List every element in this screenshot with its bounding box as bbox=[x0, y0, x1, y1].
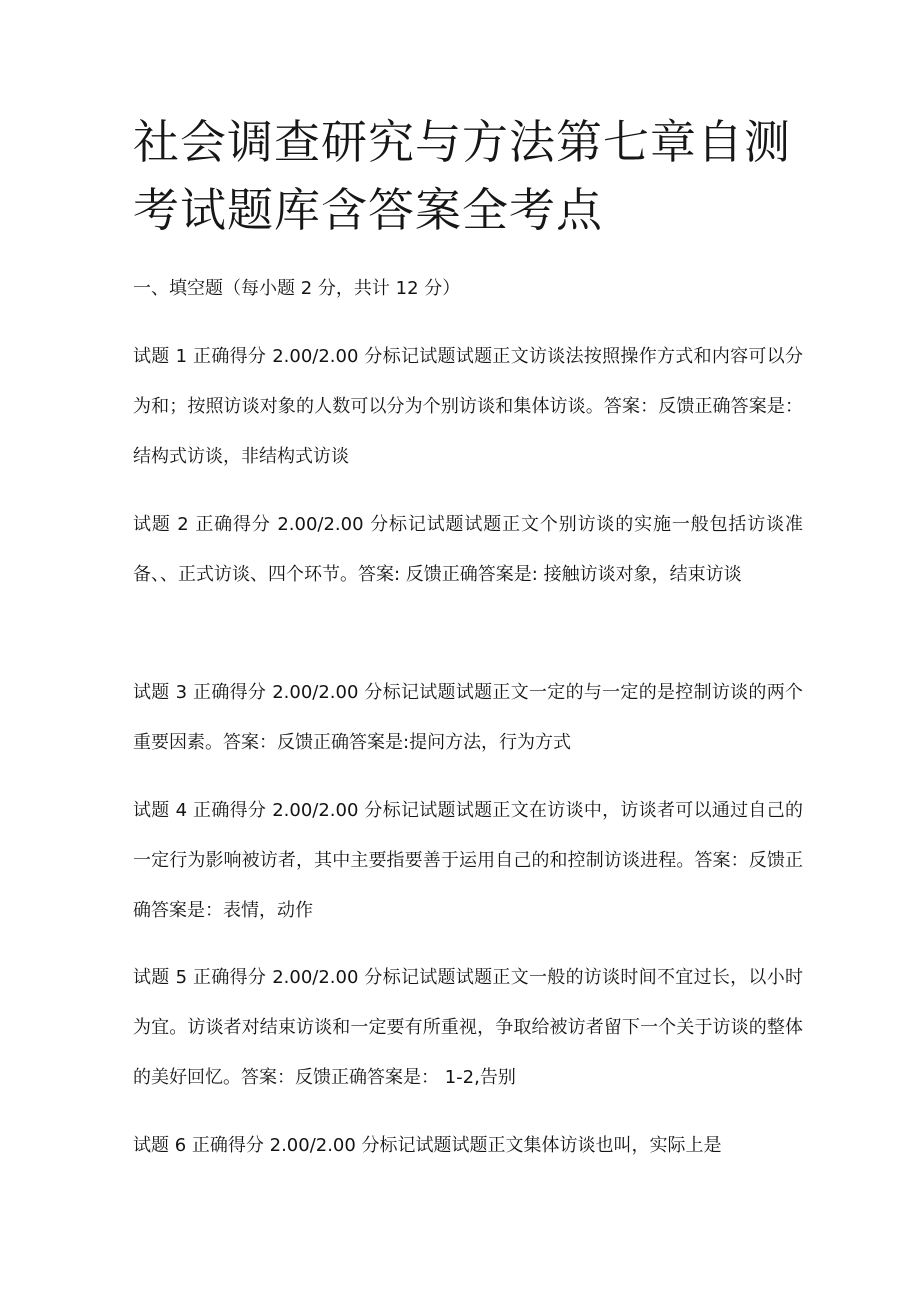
question-6: 试题 6 正确得分 2.00/2.00 分标记试题试题正文集体访谈也叫，实际上是 bbox=[133, 1135, 722, 1156]
section-heading: 一、填空题（每小题 2 分，共计 12 分） bbox=[133, 278, 461, 299]
question-2: 试题 2 正确得分 2.00/2.00 分标记试题试题正文个别访谈的实施一般包括访谈准备、、正式访谈、四个环节。答案: 反馈正确答案是: 接触访谈对象，结束访谈 bbox=[133, 514, 803, 585]
question-5: 试题 5 正确得分 2.00/2.00 分标记试题试题正文一般的访谈时间不宜过长，以小时为宜。访谈者对结束访谈和一定要有所重视，争取给被访者留下一个关于访谈的整体的美好回忆。答案：反馈正确答案是： 1-2,告别 bbox=[133, 967, 803, 1088]
document-title: 社会调查研究与方法第七章自测考试题库含答案全考点 bbox=[133, 115, 791, 237]
question-4: 试题 4 正确得分 2.00/2.00 分标记试题试题正文在访谈中，访谈者可以通过自己的一定行为影响被访者，其中主要指要善于运用自己的和控制访谈进程。答案：反馈正确答案是：表情，动作 bbox=[133, 800, 803, 921]
question-1: 试题 1 正确得分 2.00/2.00 分标记试题试题正文访谈法按照操作方式和内容可以分为和；按照访谈对象的人数可以分为个别访谈和集体访谈。答案：反馈正确答案是：结构式访谈，非结构式访谈 bbox=[133, 346, 803, 467]
question-3: 试题 3 正确得分 2.00/2.00 分标记试题试题正文一定的与一定的是控制访谈的两个重要因素。答案：反馈正确答案是:提问方法，行为方式 bbox=[133, 682, 803, 753]
